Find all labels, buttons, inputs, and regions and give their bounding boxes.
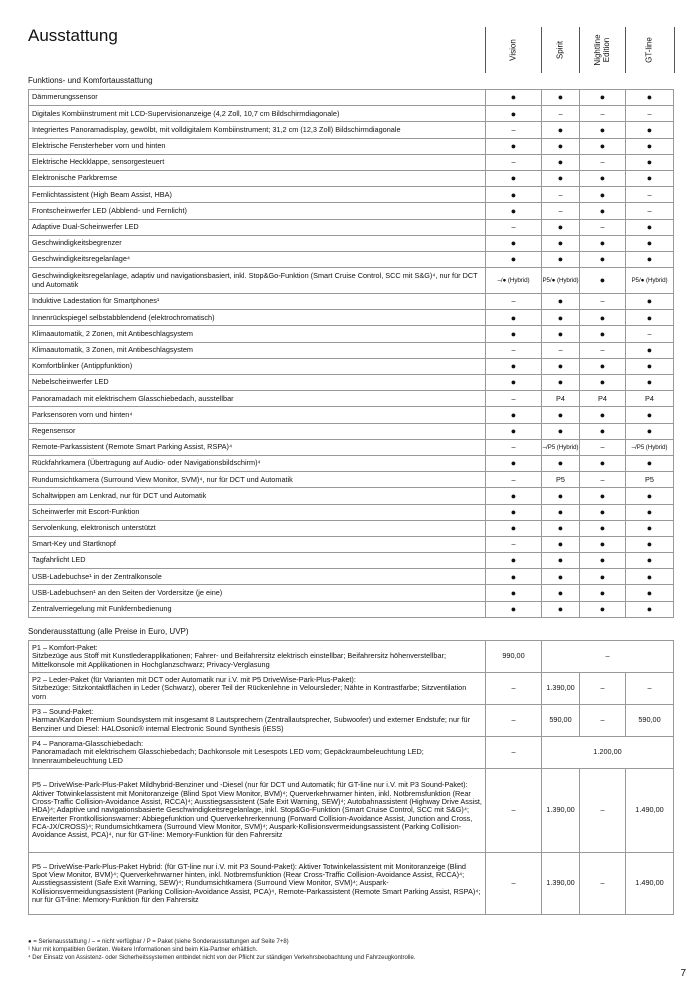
feature-value: – — [580, 342, 626, 358]
feature-value: ● — [486, 326, 542, 342]
feature-value: ● — [626, 407, 674, 423]
feature-row — [29, 342, 674, 358]
feature-value: ● — [542, 375, 580, 391]
package-details: Harman/Kardon Premium Soundsystem mit insgesamt 8 Lautsprechern (Zentrallautsprecher, Subwoofer) und externer Endstufe; nur für Benziner und Diesel: HALOsonic® internal Electronic Sound Synthesis (iESS) — [32, 715, 471, 733]
feature-value: – — [580, 294, 626, 310]
feature-value: ● — [542, 488, 580, 504]
package-title: P3 – Sound-Paket: — [32, 706, 94, 716]
feature-row — [29, 553, 674, 569]
feature-row — [29, 154, 674, 170]
feature-value: – — [486, 391, 542, 407]
feature-row — [29, 138, 674, 154]
footnote-4: ⁴ Der Einsatz von Assistenz- oder Sicherheitssystemen entbindet nicht von der Pflicht zur ständigen Verkehrsbeobachtung und Fahrzeugkontrolle. — [28, 954, 416, 961]
section-title-features: Funktions- und Komfortausstattung — [28, 76, 153, 85]
feature-value: – — [542, 187, 580, 203]
feature-value: ● — [486, 455, 542, 471]
feature-value: ● — [626, 154, 674, 170]
feature-value: ● — [542, 310, 580, 326]
package-price: 590,00 — [542, 705, 580, 737]
feature-name: Scheinwerfer mit Escort-Funktion — [29, 504, 486, 520]
feature-value: – — [486, 154, 542, 170]
feature-name: Parksensoren vorn und hinten⁴ — [29, 407, 486, 423]
footnote-1: ¹ Nur mit kompatiblen Geräten. Weitere Informationen sind beim Kia-Partner erhältlich. — [28, 946, 258, 953]
feature-row — [29, 326, 674, 342]
feature-name: Frontscheinwerfer LED (Abblend- und Fernlicht) — [29, 203, 486, 219]
feature-row — [29, 235, 674, 251]
feature-value: ● — [486, 601, 542, 617]
feature-value: –/P5 (Hybrid) — [626, 439, 674, 455]
feature-value: – — [486, 294, 542, 310]
feature-value: ● — [626, 251, 674, 267]
feature-name: Fernlichtassistent (High Beam Assist, HBA) — [29, 187, 486, 203]
package-price: 1.390,00 — [542, 673, 580, 705]
feature-row — [29, 122, 674, 138]
feature-value: ● — [626, 585, 674, 601]
feature-row — [29, 106, 674, 122]
feature-value: ● — [542, 251, 580, 267]
feature-row — [29, 391, 674, 407]
feature-value: ● — [486, 358, 542, 374]
package-row — [29, 673, 674, 705]
feature-value: ● — [626, 423, 674, 439]
feature-row — [29, 294, 674, 310]
package-price: – — [542, 641, 674, 673]
feature-value: ● — [542, 219, 580, 235]
feature-value: ● — [626, 170, 674, 186]
feature-row — [29, 455, 674, 471]
feature-value: ● — [626, 455, 674, 471]
feature-value: ● — [626, 504, 674, 520]
feature-row — [29, 536, 674, 552]
package-row — [29, 705, 674, 737]
feature-value: ● — [542, 154, 580, 170]
feature-row — [29, 423, 674, 439]
feature-value: – — [580, 219, 626, 235]
package-price: 590,00 — [626, 705, 674, 737]
feature-value: – — [542, 342, 580, 358]
feature-value: ● — [580, 553, 626, 569]
package-description — [29, 853, 486, 915]
feature-row — [29, 407, 674, 423]
package-price: – — [486, 853, 542, 915]
package-price: 1.390,00 — [542, 853, 580, 915]
feature-value: P4 — [580, 391, 626, 407]
feature-name: Digitales Kombiinstrument mit LCD-Supervisionanzeige (4,2 Zoll, 10,7 cm Bildschirmdiagonale) — [29, 106, 486, 122]
package-description — [29, 641, 486, 673]
feature-row — [29, 219, 674, 235]
column-header-gtline: GT-line — [625, 27, 675, 73]
feature-value: ● — [626, 294, 674, 310]
feature-value: – — [580, 439, 626, 455]
feature-value: ● — [626, 310, 674, 326]
package-price: 1.390,00 — [542, 769, 580, 853]
feature-name: Klimaautomatik, 2 Zonen, mit Antibeschlagsystem — [29, 326, 486, 342]
feature-name: Geschwindigkeitsregelanlage⁴ — [29, 251, 486, 267]
feature-value: – — [626, 326, 674, 342]
feature-value: ● — [580, 504, 626, 520]
feature-value: ● — [626, 536, 674, 552]
feature-value: ● — [580, 569, 626, 585]
feature-value: ● — [626, 520, 674, 536]
feature-row — [29, 569, 674, 585]
feature-value: ● — [542, 601, 580, 617]
feature-value: ● — [486, 90, 542, 106]
feature-value: ● — [626, 342, 674, 358]
feature-value: ● — [486, 488, 542, 504]
feature-value: P4 — [626, 391, 674, 407]
feature-value: ● — [580, 423, 626, 439]
feature-name: Adaptive Dual-Scheinwerfer LED — [29, 219, 486, 235]
feature-value: ● — [580, 235, 626, 251]
feature-value: ● — [486, 423, 542, 439]
feature-value: ● — [580, 90, 626, 106]
package-description — [29, 769, 486, 853]
feature-value: ● — [626, 122, 674, 138]
features-table — [28, 89, 674, 618]
feature-value: ● — [580, 251, 626, 267]
feature-name: Panoramadach mit elektrischem Glasschiebedach, ausstellbar — [29, 391, 486, 407]
feature-row — [29, 488, 674, 504]
feature-name: Elektrische Fensterheber vorn und hinten — [29, 138, 486, 154]
package-details: Sitzbezüge aus Stoff mit Kunstlederapplikationen; Fahrer- und Beifahrersitz elektrisch einstellbar; Beifahrersitz höhenverstellbar; Mittelkonsole mit Applikationen in Hochglanzschwarz; Privacy-Verglasung — [32, 651, 446, 669]
package-row — [29, 853, 674, 915]
feature-value: – — [486, 439, 542, 455]
feature-value: – — [486, 342, 542, 358]
feature-value: – — [486, 122, 542, 138]
feature-name: Integriertes Panoramadisplay, gewölbt, mit volldigitalem Kombiinstrument; 31,2 cm (12,3 Zoll) Bildschirmdiagonale — [29, 122, 486, 138]
feature-value: ● — [580, 601, 626, 617]
feature-name: Remote-Parkassistent (Remote Smart Parking Assist, RSPA)⁴ — [29, 439, 486, 455]
feature-value: – — [626, 106, 674, 122]
feature-value: ● — [580, 488, 626, 504]
feature-name: Schaltwippen am Lenkrad, nur für DCT und Automatik — [29, 488, 486, 504]
package-price: 1.200,00 — [542, 737, 674, 769]
feature-value: ● — [486, 235, 542, 251]
feature-value: ● — [580, 358, 626, 374]
feature-value: ● — [626, 569, 674, 585]
package-description — [29, 705, 486, 737]
feature-value: ● — [626, 488, 674, 504]
feature-value: –/● (Hybrid) — [486, 268, 542, 294]
feature-name: Tagfahrlicht LED — [29, 553, 486, 569]
package-price: – — [486, 737, 542, 769]
feature-value: ● — [486, 520, 542, 536]
options-table — [28, 640, 674, 915]
feature-value: ● — [580, 122, 626, 138]
feature-value: ● — [486, 585, 542, 601]
package-title: P5 – DriveWise-Park-Plus-Paket Hybrid: — [32, 861, 163, 871]
package-row — [29, 769, 674, 853]
feature-value: ● — [626, 235, 674, 251]
feature-value: – — [580, 472, 626, 488]
feature-name: Smart-Key und Startknopf — [29, 536, 486, 552]
feature-value: ● — [486, 569, 542, 585]
feature-name: Komfortblinker (Antippfunktion) — [29, 358, 486, 374]
feature-name: Klimaautomatik, 3 Zonen, mit Antibeschlagsystem — [29, 342, 486, 358]
feature-row — [29, 439, 674, 455]
feature-name: Nebelscheinwerfer LED — [29, 375, 486, 391]
column-header-vision: Vision — [485, 27, 542, 73]
package-price: – — [580, 853, 626, 915]
feature-value: ● — [486, 310, 542, 326]
feature-value: ● — [542, 358, 580, 374]
feature-value: – — [580, 106, 626, 122]
footnote-legend: ● = Serienausstattung / – = nicht verfügbar / P = Paket (siehe Sonderausstattungen auf Seite 7+8) — [28, 939, 289, 945]
feature-name: Geschwindigkeitsbegrenzer — [29, 235, 486, 251]
feature-name: Rundumsichtkamera (Surround View Monitor, SVM)⁴, nur für DCT und Automatik — [29, 472, 486, 488]
feature-row — [29, 504, 674, 520]
feature-name: Regensensor — [29, 423, 486, 439]
feature-value: ● — [486, 407, 542, 423]
package-details: Sitzbezüge: Sitzkontaktflächen in Leder (Schwarz), oberer Teil der Rückenlehne in Veloursleder; Nähte in Kontrastfarbe; Sitzventilation vorn — [32, 683, 467, 701]
feature-value: ● — [486, 106, 542, 122]
feature-value: ● — [542, 536, 580, 552]
feature-value: ● — [542, 294, 580, 310]
footnotes — [28, 939, 415, 962]
feature-value: ● — [580, 585, 626, 601]
feature-value: – — [486, 219, 542, 235]
feature-name: Geschwindigkeitsregelanlage, adaptiv und navigationsbasiert, inkl. Stop&Go-Funktion (Smart Cruise Control, SCC mit S&G)⁴, nur für DCT und Automatik — [29, 268, 486, 294]
feature-value: ● — [542, 504, 580, 520]
feature-value: ● — [542, 122, 580, 138]
feature-value: ● — [580, 187, 626, 203]
feature-row — [29, 187, 674, 203]
feature-value: ● — [626, 358, 674, 374]
feature-name: Zentralverriegelung mit Funkfernbedienung — [29, 601, 486, 617]
feature-value: ● — [542, 455, 580, 471]
feature-value: ● — [486, 553, 542, 569]
feature-name: USB-Ladebuchse¹ in der Zentralkonsole — [29, 569, 486, 585]
feature-row — [29, 268, 674, 294]
package-description — [29, 737, 486, 769]
feature-value: ● — [626, 219, 674, 235]
feature-row — [29, 170, 674, 186]
package-details: (nur für DCT und Automatik; für GT-line nur i.V. mit P3 Sound-Paket): Aktiver Totwinkelassistent mit Monitoranzeige (Blind Spot View Monitor, BVM)⁴; Querverkehrwarner hinten, inkl. Notbremsfunktion (Rear Cross-Traffic Collision-Avoidance Assist, RCCA)⁴; Ausstiegsassistent (Safe Exit Warning, SEW)⁴; Autobahnassistent (Highway Drive Assist, HDA)⁴; Adaptive und navigationsbasierte Geschwindigkeitsregelanlage, inkl. Stop&Go-Funktion (Smart Cruise Control, SCC mit S&G)⁴; Erweiterter Frontkollisionswarner: Abbiegefunktion und Querverkehrerkennung (Forward Collision-Avoidance Assist, Junction and Cross, FCA-JX/CROSS)⁴; Rundumsichtkamera (Surround View Monitor, SVM)⁴; Auspark-Kollisionsvermeidungsassistent (Parking Collision-Avoidance Assist, PCA)⁴, nur für GT-line: Memory-Funktion für den Fahrersitz — [32, 780, 482, 840]
feature-value: P5 — [542, 472, 580, 488]
package-price: – — [580, 705, 626, 737]
feature-value: – — [542, 106, 580, 122]
feature-value: ● — [580, 375, 626, 391]
package-details: Panoramadach mit elektrischem Glasschiebedach; Dachkonsole mit Lesespots LED vorn; Gepäckraumbeleuchtung LED; Innenraumbeleuchtung LED — [32, 747, 424, 765]
page-number: 7 — [680, 968, 686, 979]
feature-value: P5/● (Hybrid) — [626, 268, 674, 294]
feature-value: ● — [626, 138, 674, 154]
package-title: P2 – Leder-Paket (für Varianten mit DCT oder Automatik nur i.V. mit P5 DriveWise-Park-Plus-Paket): — [32, 674, 356, 684]
feature-name: Servolenkung, elektronisch unterstützt — [29, 520, 486, 536]
feature-name: Elektronische Parkbremse — [29, 170, 486, 186]
feature-value: ● — [542, 90, 580, 106]
feature-value: – — [486, 536, 542, 552]
page-title: Ausstattung — [28, 26, 118, 45]
feature-value: ● — [542, 585, 580, 601]
feature-value: – — [580, 154, 626, 170]
feature-row — [29, 375, 674, 391]
feature-row — [29, 251, 674, 267]
feature-name: USB-Ladebuchsen¹ an den Seiten der Vordersitze (je eine) — [29, 585, 486, 601]
feature-value: ● — [580, 520, 626, 536]
feature-value: ● — [580, 310, 626, 326]
package-price: – — [580, 769, 626, 853]
feature-value: ● — [486, 187, 542, 203]
feature-value: – — [626, 187, 674, 203]
feature-row — [29, 520, 674, 536]
feature-row — [29, 472, 674, 488]
feature-value: P5 — [626, 472, 674, 488]
feature-value: P4 — [542, 391, 580, 407]
feature-value: ● — [580, 203, 626, 219]
feature-value: – — [486, 472, 542, 488]
feature-value: – — [542, 203, 580, 219]
feature-row — [29, 585, 674, 601]
feature-name: Rückfahrkamera (Übertragung auf Audio- oder Navigationsbildschirm)⁴ — [29, 455, 486, 471]
feature-name: Innenrückspiegel selbstabblendend (elektrochromatisch) — [29, 310, 486, 326]
feature-value: ● — [542, 569, 580, 585]
column-header-spirit: Spirit — [541, 27, 580, 73]
feature-value: ● — [580, 170, 626, 186]
package-title: P1 – Komfort-Paket: — [32, 642, 98, 652]
package-price: – — [626, 673, 674, 705]
column-header-nightline: Nightline Edition — [579, 27, 626, 73]
feature-value: ● — [542, 326, 580, 342]
package-row — [29, 737, 674, 769]
package-title: P5 – DriveWise-Park-Plus-Paket Mildhybrid-Benziner und -Diesel — [32, 780, 243, 790]
feature-value: ● — [580, 407, 626, 423]
feature-row — [29, 203, 674, 219]
feature-row — [29, 358, 674, 374]
feature-value: ● — [626, 553, 674, 569]
feature-value: ● — [486, 170, 542, 186]
package-price: 1.490,00 — [626, 769, 674, 853]
package-price: – — [580, 673, 626, 705]
feature-value: ● — [626, 601, 674, 617]
package-description — [29, 673, 486, 705]
feature-value: ● — [486, 251, 542, 267]
feature-value: ● — [580, 326, 626, 342]
feature-value: ● — [580, 268, 626, 294]
feature-value: ● — [542, 423, 580, 439]
feature-value: ● — [486, 138, 542, 154]
feature-value: ● — [542, 138, 580, 154]
feature-value: ● — [542, 553, 580, 569]
package-price: 1.490,00 — [626, 853, 674, 915]
feature-name: Induktive Ladestation für Smartphones¹ — [29, 294, 486, 310]
feature-row — [29, 601, 674, 617]
feature-row — [29, 90, 674, 106]
section-title-options: Sonderausstattung (alle Preise in Euro, UVP) — [28, 627, 189, 636]
package-price: – — [486, 673, 542, 705]
feature-value: ● — [580, 138, 626, 154]
feature-value: ● — [542, 407, 580, 423]
feature-name: Dämmerungssensor — [29, 90, 486, 106]
feature-value: ● — [486, 203, 542, 219]
feature-name: Elektrische Heckklappe, sensorgesteuert — [29, 154, 486, 170]
feature-value: – — [626, 203, 674, 219]
feature-value: ● — [486, 375, 542, 391]
feature-value: ● — [580, 536, 626, 552]
package-row — [29, 641, 674, 673]
package-price: – — [486, 769, 542, 853]
feature-row — [29, 310, 674, 326]
feature-value: ● — [486, 504, 542, 520]
package-details: (für GT-line nur i.V. mit P3 Sound-Paket): Aktiver Totwinkelassistent mit Monitoranzeige (Blind Spot View Monitor, BVM)⁴; Querverkehrwarner hinten, inkl. Notbremsfunktion (Rear Cross-Traffic Collision-Avoidance Assist, RCCA)⁴; Ausstiegsassistent (Safe Exit Warning, SEW)⁴; Rundumsichtkamera (Surround View Monitor, SVM)⁴; Auspark-Kollisionsvermeidungsassistent (Parking Collision-Avoidance Assist, PCA)⁴, Remote-Parkassistent (Remote Smart Parking Assist, RSPA)⁴; nur für GT-line: Memory-Funktion für den Fahrersitz — [32, 861, 481, 905]
feature-value: ● — [580, 455, 626, 471]
feature-value: ● — [626, 375, 674, 391]
feature-value: ● — [542, 235, 580, 251]
package-price: – — [486, 705, 542, 737]
feature-value: –/P5 (Hybrid) — [542, 439, 580, 455]
package-price: 990,00 — [486, 641, 542, 673]
feature-value: ● — [542, 520, 580, 536]
feature-value: P5/● (Hybrid) — [542, 268, 580, 294]
package-title: P4 – Panorama-Glasschiebedach: — [32, 738, 144, 748]
feature-value: ● — [626, 90, 674, 106]
feature-value: ● — [542, 170, 580, 186]
